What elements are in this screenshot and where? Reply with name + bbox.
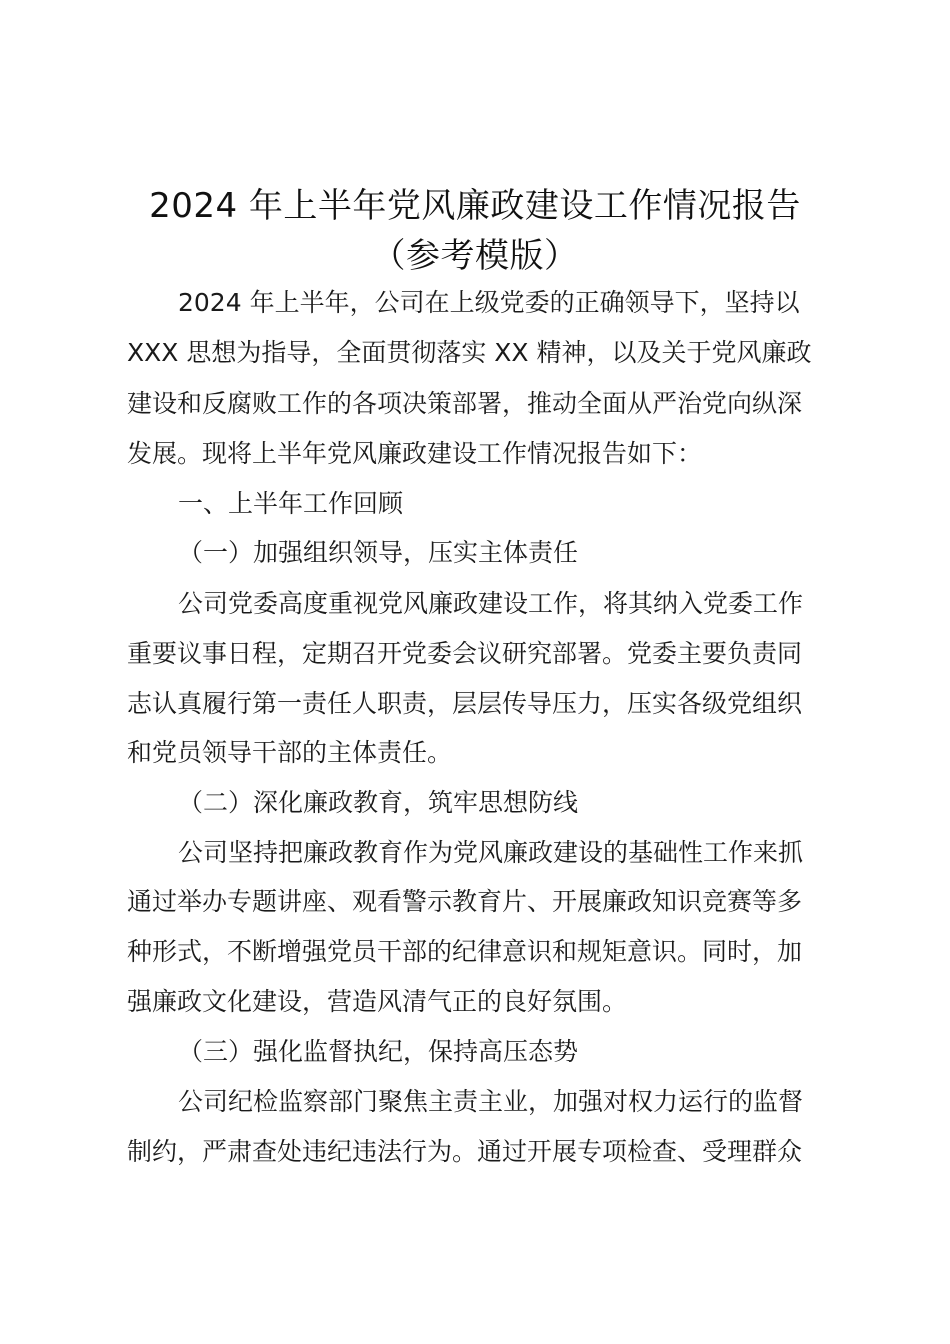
paragraph-line: XXX 思想为指导，全面贯彻落实 XX 精神，以及关于党风廉政	[127, 338, 812, 367]
subsection-heading: （三）强化监督执纪，保持高压态势	[178, 1037, 579, 1066]
paragraph-line: 重要议事日程，定期召开党委会议研究部署。党委主要负责同	[127, 639, 803, 668]
paragraph-line: 发展。现将上半年党风廉政建设工作情况报告如下：	[127, 439, 703, 468]
paragraph-line: 强廉政文化建设，营造风清气正的良好氛围。	[127, 987, 628, 1016]
subsection-heading: （一）加强组织领导，压实主体责任	[178, 538, 579, 567]
document-title: 2024 年上半年党风廉政建设工作情况报告	[149, 186, 801, 226]
paragraph-line: 通过举办专题讲座、观看警示教育片、开展廉政知识竞赛等多	[127, 887, 803, 916]
paragraph-line: 2024 年上半年，公司在上级党委的正确领导下，坚持以	[178, 288, 800, 317]
paragraph-line: 志认真履行第一责任人职责，层层传导压力，压实各级党组织	[127, 689, 803, 718]
paragraph-line: 建设和反腐败工作的各项决策部署，推动全面从严治党向纵深	[127, 389, 803, 418]
document-subtitle: （参考模版）	[371, 236, 579, 276]
paragraph-line: 种形式，不断增强党员干部的纪律意识和规矩意识。同时，加	[127, 937, 803, 966]
paragraph-line: 和党员领导干部的主体责任。	[127, 738, 453, 767]
paragraph-line: 公司党委高度重视党风廉政建设工作，将其纳入党委工作	[178, 589, 804, 618]
paragraph-line: 公司纪检监察部门聚焦主责主业，加强对权力运行的监督	[178, 1087, 804, 1116]
subsection-heading: （二）深化廉政教育，筑牢思想防线	[178, 788, 579, 817]
paragraph-line: 制约，严肃查处违纪违法行为。通过开展专项检查、受理群众	[127, 1137, 803, 1166]
section-heading: 一、上半年工作回顾	[178, 489, 404, 518]
paragraph-line: 公司坚持把廉政教育作为党风廉政建设的基础性工作来抓	[178, 838, 804, 867]
